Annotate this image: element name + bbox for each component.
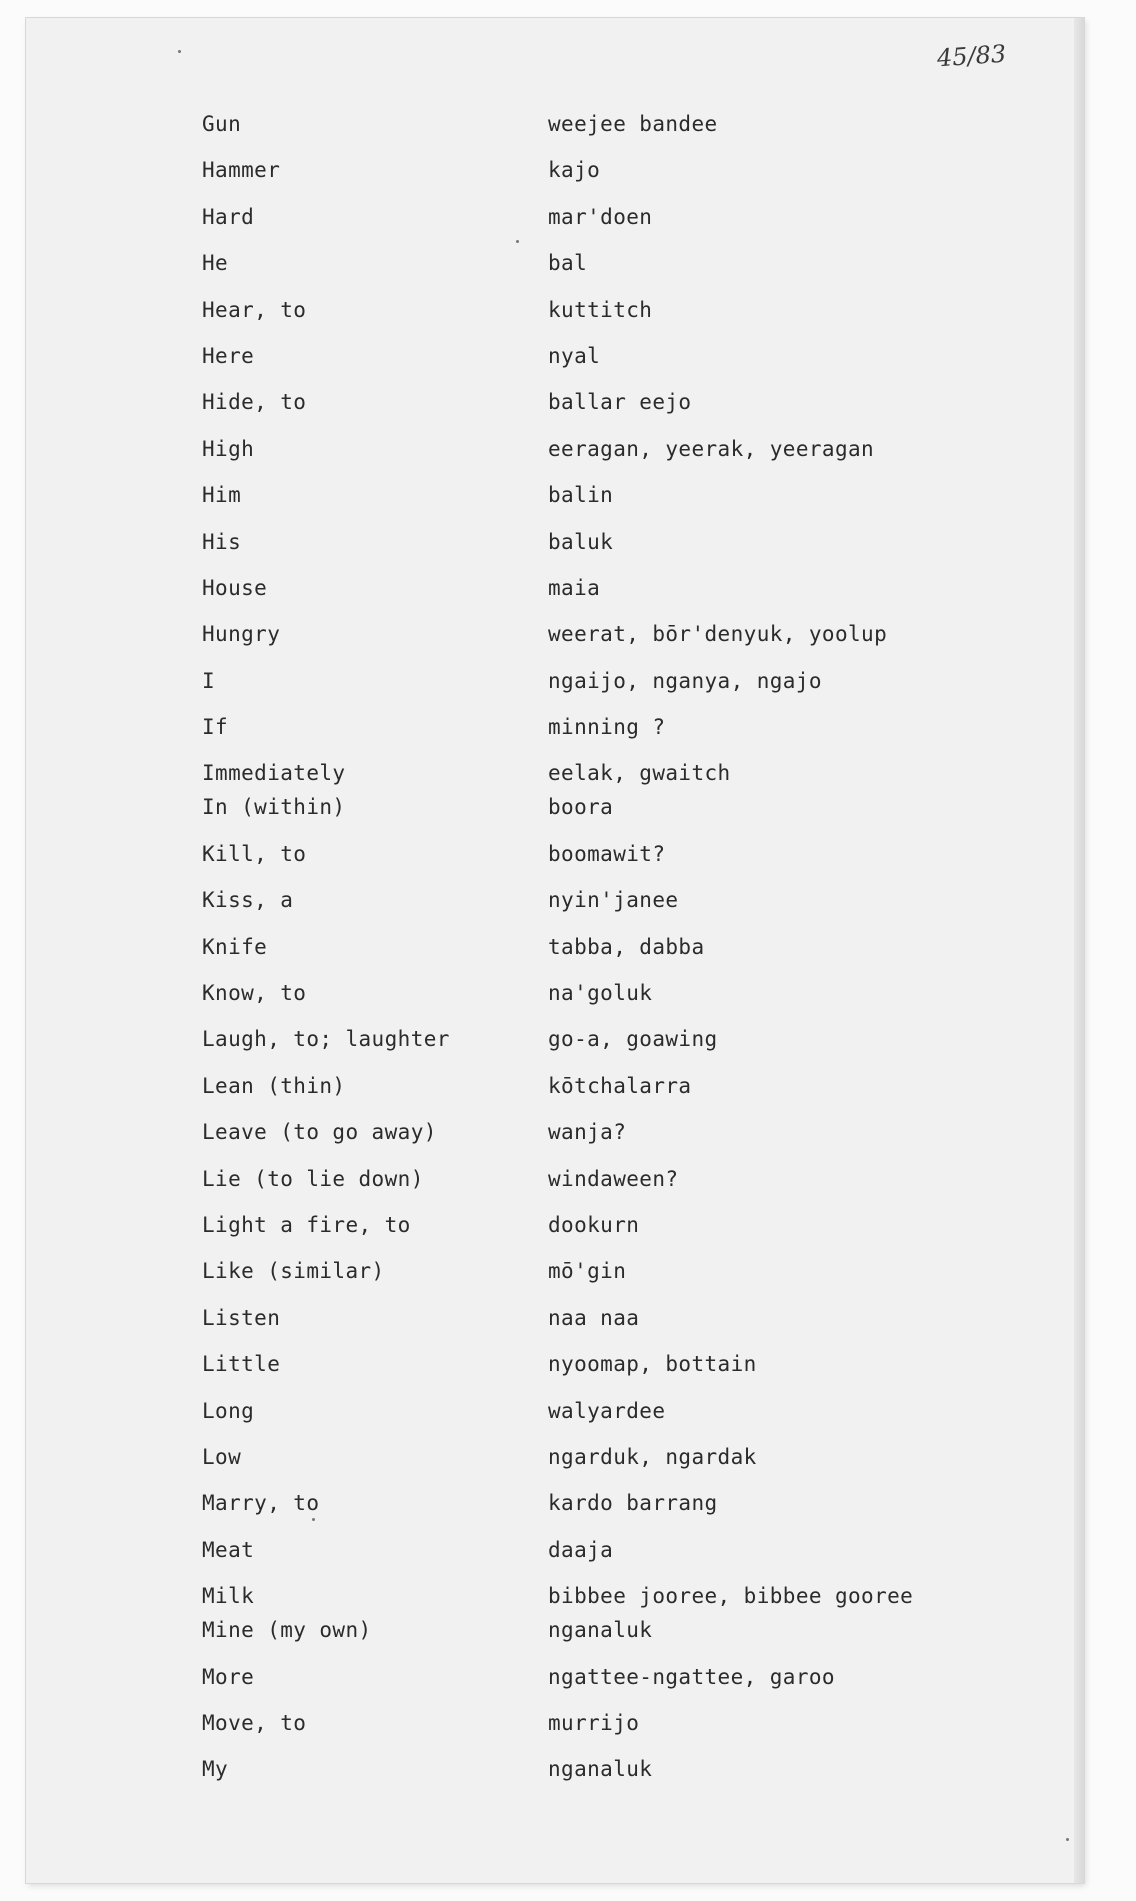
vocabulary-entry xyxy=(176,1213,1076,1259)
english-term: Kill, to xyxy=(202,841,307,866)
vocabulary-entry xyxy=(176,1711,1076,1757)
aboriginal-gloss: weerat, bōr'denyuk, yoolup xyxy=(548,622,888,647)
vocabulary-entry xyxy=(176,530,1076,576)
vocabulary-entry xyxy=(176,1757,1076,1803)
english-term: Mine (my own) xyxy=(202,1618,372,1643)
english-term: Long xyxy=(202,1398,255,1423)
vocabulary-entry xyxy=(176,1584,1076,1618)
aboriginal-gloss: kardo barrang xyxy=(548,1491,718,1516)
english-term: Move, to xyxy=(202,1710,307,1735)
vocabulary-entry xyxy=(176,390,1076,436)
vocabulary-entry xyxy=(176,1399,1076,1445)
english-term: My xyxy=(202,1757,229,1782)
english-term: Knife xyxy=(202,934,268,959)
aboriginal-gloss: eeragan, yeerak, yeeragan xyxy=(548,436,875,461)
aboriginal-gloss: ngarduk, ngardak xyxy=(548,1444,757,1469)
vocabulary-list xyxy=(176,112,1076,1804)
aboriginal-gloss: bal xyxy=(548,251,588,276)
aboriginal-gloss: boora xyxy=(548,795,614,820)
english-term: High xyxy=(202,436,255,461)
english-term: Lean (thin) xyxy=(202,1073,346,1098)
english-term: House xyxy=(202,575,268,600)
aboriginal-gloss: dookurn xyxy=(548,1212,640,1237)
aboriginal-gloss: nyin'janee xyxy=(548,888,679,913)
aboriginal-gloss: weejee bandee xyxy=(548,112,718,136)
aboriginal-gloss: baluk xyxy=(548,529,614,554)
english-term: Hard xyxy=(202,204,255,229)
english-term: I xyxy=(202,668,216,693)
english-term: Leave (to go away) xyxy=(202,1120,437,1145)
paper-speck xyxy=(178,50,181,53)
vocabulary-entry xyxy=(176,251,1076,297)
english-term: Marry, to xyxy=(202,1491,320,1516)
aboriginal-gloss: maia xyxy=(548,575,601,600)
vocabulary-entry xyxy=(176,935,1076,981)
aboriginal-gloss: windaween? xyxy=(548,1166,679,1191)
english-term: Hammer xyxy=(202,158,281,183)
aboriginal-gloss: balin xyxy=(548,483,614,508)
aboriginal-gloss: mō'gin xyxy=(548,1259,627,1284)
vocabulary-entry xyxy=(176,1027,1076,1073)
aboriginal-gloss: eelak, gwaitch xyxy=(548,761,731,786)
english-term: Hungry xyxy=(202,622,281,647)
english-term: His xyxy=(202,529,242,554)
aboriginal-gloss: walyardee xyxy=(548,1398,666,1423)
vocabulary-entry xyxy=(176,298,1076,344)
aboriginal-gloss: nganaluk xyxy=(548,1757,653,1782)
english-term: Like (similar) xyxy=(202,1259,385,1284)
aboriginal-gloss: go-a, goawing xyxy=(548,1027,718,1052)
vocabulary-entry xyxy=(176,344,1076,390)
aboriginal-gloss: ngaijo, nganya, ngajo xyxy=(548,668,822,693)
english-term: Milk xyxy=(202,1584,255,1609)
vocabulary-entry xyxy=(176,1120,1076,1166)
vocabulary-entry xyxy=(176,1665,1076,1711)
vocabulary-entry xyxy=(176,1445,1076,1491)
aboriginal-gloss: murrijo xyxy=(548,1710,640,1735)
vocabulary-entry xyxy=(176,981,1076,1027)
aboriginal-gloss: tabba, dabba xyxy=(548,934,705,959)
vocabulary-entry xyxy=(176,1167,1076,1213)
vocabulary-entry xyxy=(176,1491,1076,1537)
vocabulary-entry xyxy=(176,205,1076,251)
english-term: Listen xyxy=(202,1305,281,1330)
english-term: Laugh, to; laughter xyxy=(202,1027,450,1052)
vocabulary-entry xyxy=(176,158,1076,204)
vocabulary-entry xyxy=(176,112,1076,158)
aboriginal-gloss: nyal xyxy=(548,343,601,368)
aboriginal-gloss: daaja xyxy=(548,1537,614,1562)
english-term: In (within) xyxy=(202,795,346,820)
english-term: Hide, to xyxy=(202,390,307,415)
english-term: Immediately xyxy=(202,761,346,786)
english-term: Know, to xyxy=(202,981,307,1006)
english-term: Kiss, a xyxy=(202,888,294,913)
aboriginal-gloss: kuttitch xyxy=(548,297,653,322)
vocabulary-entry xyxy=(176,761,1076,795)
english-term: Light a fire, to xyxy=(202,1212,411,1237)
vocabulary-entry xyxy=(176,1352,1076,1398)
english-term: Meat xyxy=(202,1537,255,1562)
vocabulary-entry xyxy=(176,795,1076,841)
vocabulary-entry xyxy=(176,1259,1076,1305)
english-term: Him xyxy=(202,483,242,508)
vocabulary-entry xyxy=(176,888,1076,934)
vocabulary-entry xyxy=(176,1074,1076,1120)
vocabulary-entry xyxy=(176,576,1076,622)
aboriginal-gloss: nyoomap, bottain xyxy=(548,1352,757,1377)
vocabulary-entry xyxy=(176,622,1076,668)
aboriginal-gloss: mar'doen xyxy=(548,204,653,229)
english-term: Low xyxy=(202,1444,242,1469)
vocabulary-entry xyxy=(176,1306,1076,1352)
aboriginal-gloss: kōtchalarra xyxy=(548,1073,692,1098)
aboriginal-gloss: naa naa xyxy=(548,1305,640,1330)
aboriginal-gloss: bibbee jooree, bibbee gooree xyxy=(548,1584,914,1609)
english-term: Lie (to lie down) xyxy=(202,1166,424,1191)
english-term: Gun xyxy=(202,112,242,136)
english-term: Little xyxy=(202,1352,281,1377)
aboriginal-gloss: minning ? xyxy=(548,715,666,740)
aboriginal-gloss: wanja? xyxy=(548,1120,627,1145)
vocabulary-entry xyxy=(176,842,1076,888)
english-term: If xyxy=(202,715,229,740)
paper-speck xyxy=(1066,1838,1069,1841)
aboriginal-gloss: ballar eejo xyxy=(548,390,692,415)
vocabulary-entry xyxy=(176,715,1076,761)
aboriginal-gloss: boomawit? xyxy=(548,841,666,866)
vocabulary-entry xyxy=(176,483,1076,529)
english-term: Hear, to xyxy=(202,297,307,322)
aboriginal-gloss: na'goluk xyxy=(548,981,653,1006)
aboriginal-gloss: ngattee-ngattee, garoo xyxy=(548,1664,835,1689)
aboriginal-gloss: kajo xyxy=(548,158,601,183)
english-term: Here xyxy=(202,343,255,368)
english-term: He xyxy=(202,251,229,276)
typed-page xyxy=(26,18,1084,1883)
vocabulary-entry xyxy=(176,1538,1076,1584)
vocabulary-entry xyxy=(176,669,1076,715)
english-term: More xyxy=(202,1664,255,1689)
folio-number: 45/83 xyxy=(935,39,1007,73)
aboriginal-gloss: nganaluk xyxy=(548,1618,653,1643)
vocabulary-entry xyxy=(176,437,1076,483)
vocabulary-entry xyxy=(176,1618,1076,1664)
